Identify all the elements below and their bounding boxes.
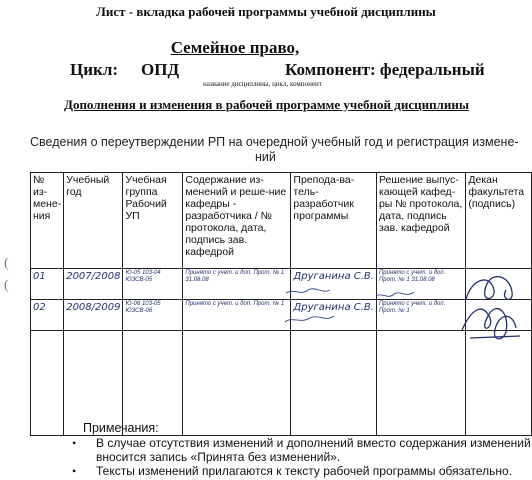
department-decision: Принято с учет. и доп. Прот. № 1 31.08.08	[185, 270, 285, 283]
graduating-dept-decision: Принято с учет. и доп. Прот. № 1	[378, 301, 446, 314]
column-header: Декан факультета (подпись)	[466, 173, 532, 269]
group-list: Ю-06 103-05 ЮЗСВ-06	[125, 301, 161, 314]
column-header: Содержание из-менений и реше-ние кафедры - разработчика / № протокола, дата, подпись зав. кафедрой	[183, 173, 291, 269]
intro-text: Сведения о переутверждении РП на очередной учебный год и регистрация измене-	[30, 135, 519, 149]
bullet-icon: •	[72, 464, 77, 478]
intro-text-continued: ний	[255, 150, 276, 164]
graduating-dept-decision: Принято с учет. и доп. Прот. № 1 31.08.08	[378, 270, 446, 283]
change-number: 01	[33, 271, 46, 282]
column-header: Препода-ва-тель-разработчик программы	[291, 173, 377, 269]
notes-title: Примечания:	[83, 421, 159, 435]
scan-mark: (	[4, 278, 9, 293]
section-title: Дополнения и изменения в рабочей программе учебной дисциплины	[64, 97, 469, 112]
change-number: 02	[33, 302, 46, 313]
bullet-icon: •	[72, 436, 77, 450]
academic-year: 2008/2009	[66, 302, 121, 313]
note-item: Тексты изменений прилагаются к тексту рабочей программы обязательно.	[96, 464, 513, 478]
column-header: Решение выпус-кающей кафед-ры № протокола, дата, подпись зав. кафедрой	[376, 173, 465, 269]
cycle-label: Цикл:	[70, 60, 119, 79]
scan-mark: (	[4, 256, 9, 271]
column-header: № из-мене-ния	[31, 173, 64, 269]
cycle-value: ОПД	[141, 60, 180, 79]
note-item-continued: вносится запись «Принята без изменений».	[96, 450, 341, 464]
column-header: Учебный год	[64, 173, 123, 269]
department-decision: Принято с учет. и доп. Прот. № 1	[185, 301, 285, 307]
note-item: В случае отсутствия изменений и дополнений вместо содержания изменений	[96, 436, 531, 450]
discipline-name: Семейное право,	[170, 38, 300, 57]
column-header: Учебная группа Рабочий УП	[123, 173, 183, 269]
group-list: Ю-05 103-04 ЮЗСВ-05	[125, 270, 161, 283]
teacher-signature: Друганина С.В.	[293, 271, 374, 282]
component-label: Компонент: федеральный	[285, 60, 485, 79]
sheet-title: Лист - вкладка рабочей программы учебной дисциплины	[96, 4, 436, 19]
teacher-signature: Друганина С.В.	[293, 302, 374, 313]
field-caption: название дисциплины, цикл, компонент	[203, 80, 322, 88]
academic-year: 2007/2008	[66, 271, 121, 282]
